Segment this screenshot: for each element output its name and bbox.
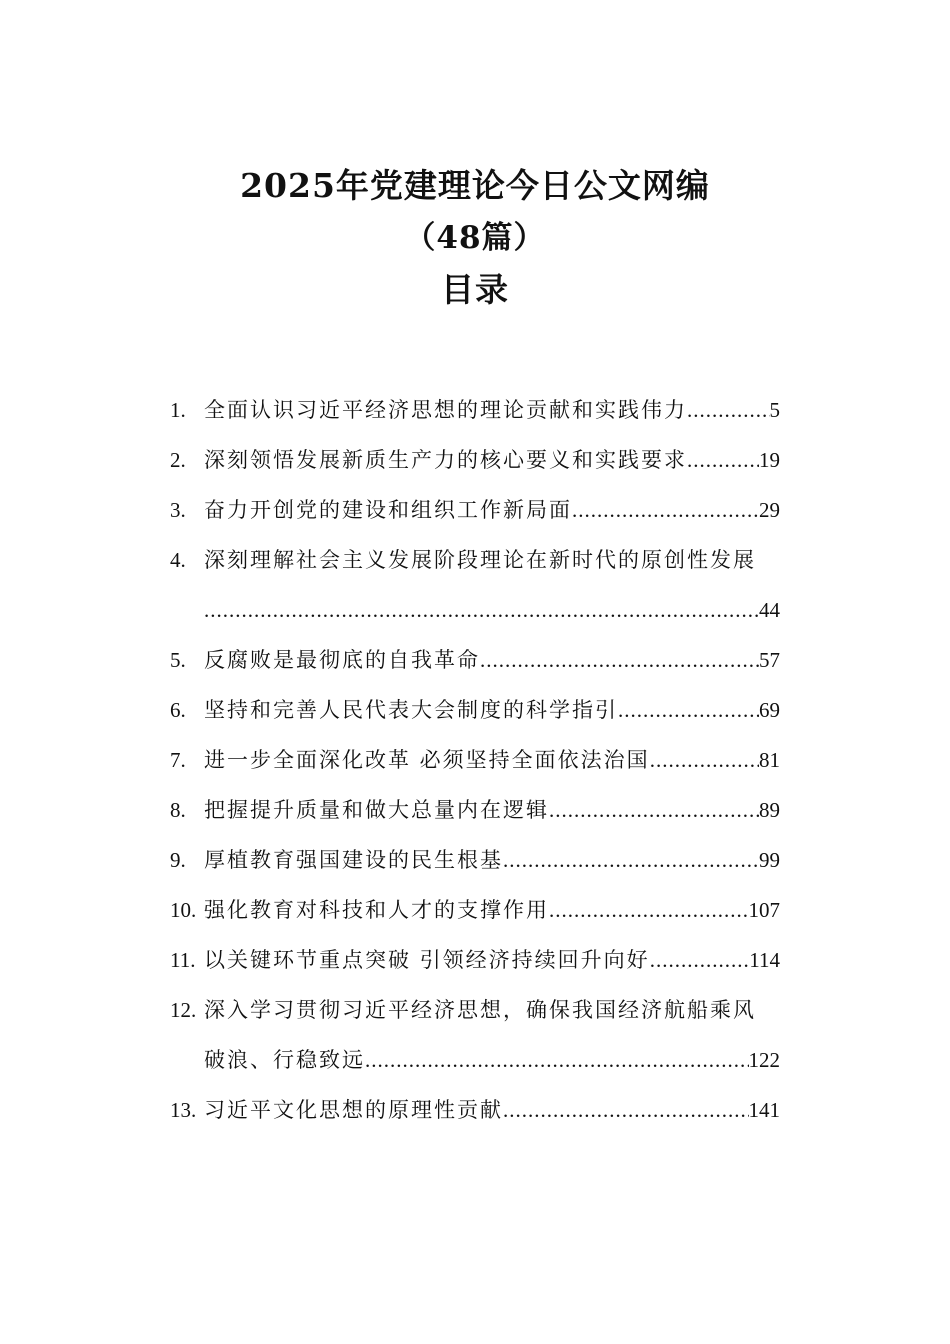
dot-leader (549, 785, 759, 835)
toc-entry[interactable] (170, 535, 815, 635)
toc-entry-title: 进一步全面深化改革 必须坚持全面依法治国 (204, 748, 650, 772)
toc-entry[interactable] (170, 485, 815, 535)
dot-leader (687, 435, 759, 485)
toc-entry[interactable] (170, 885, 815, 935)
dot-leader (650, 935, 750, 985)
toc-entry-page: 107 (748, 898, 780, 922)
toc-entry-number: 3. (170, 498, 186, 522)
toc-entry[interactable] (170, 985, 815, 1085)
dot-leader (650, 735, 759, 785)
toc-entry-number: 6. (170, 698, 186, 722)
dot-leader (365, 1035, 749, 1085)
toc-entry[interactable] (170, 835, 815, 885)
toc-entry[interactable] (170, 685, 815, 735)
toc-entry-title: 坚持和完善人民代表大会制度的科学指引 (204, 698, 618, 722)
toc-entry-number: 11. (170, 948, 196, 972)
toc-entry-page: 57 (759, 648, 780, 672)
document-title-block (0, 160, 950, 316)
toc-entry-title: 强化教育对科技和人才的支撑作用 (204, 898, 549, 922)
toc-entry-page: 19 (759, 448, 780, 472)
dot-leader (204, 585, 759, 635)
toc-entry-number: 2. (170, 448, 186, 472)
toc-entry-number: 12. (170, 998, 197, 1022)
toc-entry-number: 13. (170, 1098, 197, 1122)
dot-leader (480, 635, 759, 685)
toc-entry-number: 4. (170, 548, 186, 572)
toc-entry-number: 8. (170, 798, 186, 822)
toc-entry[interactable] (170, 435, 815, 485)
dot-leader (549, 885, 749, 935)
toc-entry-page: 141 (748, 1098, 780, 1122)
toc-entry-title: 奋力开创党的建设和组织工作新局面 (204, 498, 572, 522)
toc-entry[interactable] (170, 735, 815, 785)
toc-entry-number: 5. (170, 648, 186, 672)
toc-entry-number: 9. (170, 848, 186, 872)
dot-leader (503, 1085, 749, 1135)
toc-entry[interactable] (170, 785, 815, 835)
toc-entry[interactable] (170, 635, 815, 685)
document-title: 2025年党建理论今日公文网编 (240, 166, 710, 205)
toc-entry-title: 深刻领悟发展新质生产力的核心要义和实践要求 (204, 448, 687, 472)
toc-entry-page: 5 (769, 398, 780, 422)
dot-leader (503, 835, 759, 885)
toc-entry-page: 99 (759, 848, 780, 872)
toc-entry-title: 厚植教育强国建设的民生根基 (204, 848, 503, 872)
toc-entry[interactable] (170, 935, 815, 985)
table-of-contents (170, 385, 815, 1135)
toc-entry-page: 122 (748, 1048, 780, 1072)
toc-entry-title: 全面认识习近平经济思想的理论贡献和实践伟力 (204, 398, 687, 422)
toc-entry-number: 1. (170, 398, 186, 422)
toc-entry-title: 以关键环节重点突破 引领经济持续回升向好 (204, 948, 650, 972)
toc-entry-page: 29 (759, 498, 780, 522)
toc-entry-title: 深刻理解社会主义发展阶段理论在新时代的原创性发展 (204, 548, 756, 572)
toc-entry-page: 44 (759, 598, 780, 622)
toc-entry-title-continued: 破浪、行稳致远 (204, 1048, 365, 1072)
toc-entry-page: 114 (749, 948, 780, 972)
toc-entry-title: 习近平文化思想的原理性贡献 (204, 1098, 503, 1122)
toc-entry-title: 反腐败是最彻底的自我革命 (204, 648, 480, 672)
toc-entry-title: 把握提升质量和做大总量内在逻辑 (204, 798, 549, 822)
toc-entry[interactable] (170, 1085, 815, 1135)
dot-leader (687, 385, 770, 435)
toc-entry-title: 深入学习贯彻习近平经济思想，确保我国经济航船乘风 (204, 998, 756, 1022)
toc-entry-page: 89 (759, 798, 780, 822)
toc-entry-page: 81 (759, 748, 780, 772)
dot-leader (572, 485, 759, 535)
toc-entry-number: 10. (170, 898, 197, 922)
toc-entry[interactable] (170, 385, 815, 435)
dot-leader (618, 685, 759, 735)
toc-heading: 目录 (441, 270, 509, 309)
document-subtitle-count: （48篇） (404, 220, 546, 256)
toc-entry-page: 69 (759, 698, 780, 722)
toc-entry-number: 7. (170, 748, 186, 772)
